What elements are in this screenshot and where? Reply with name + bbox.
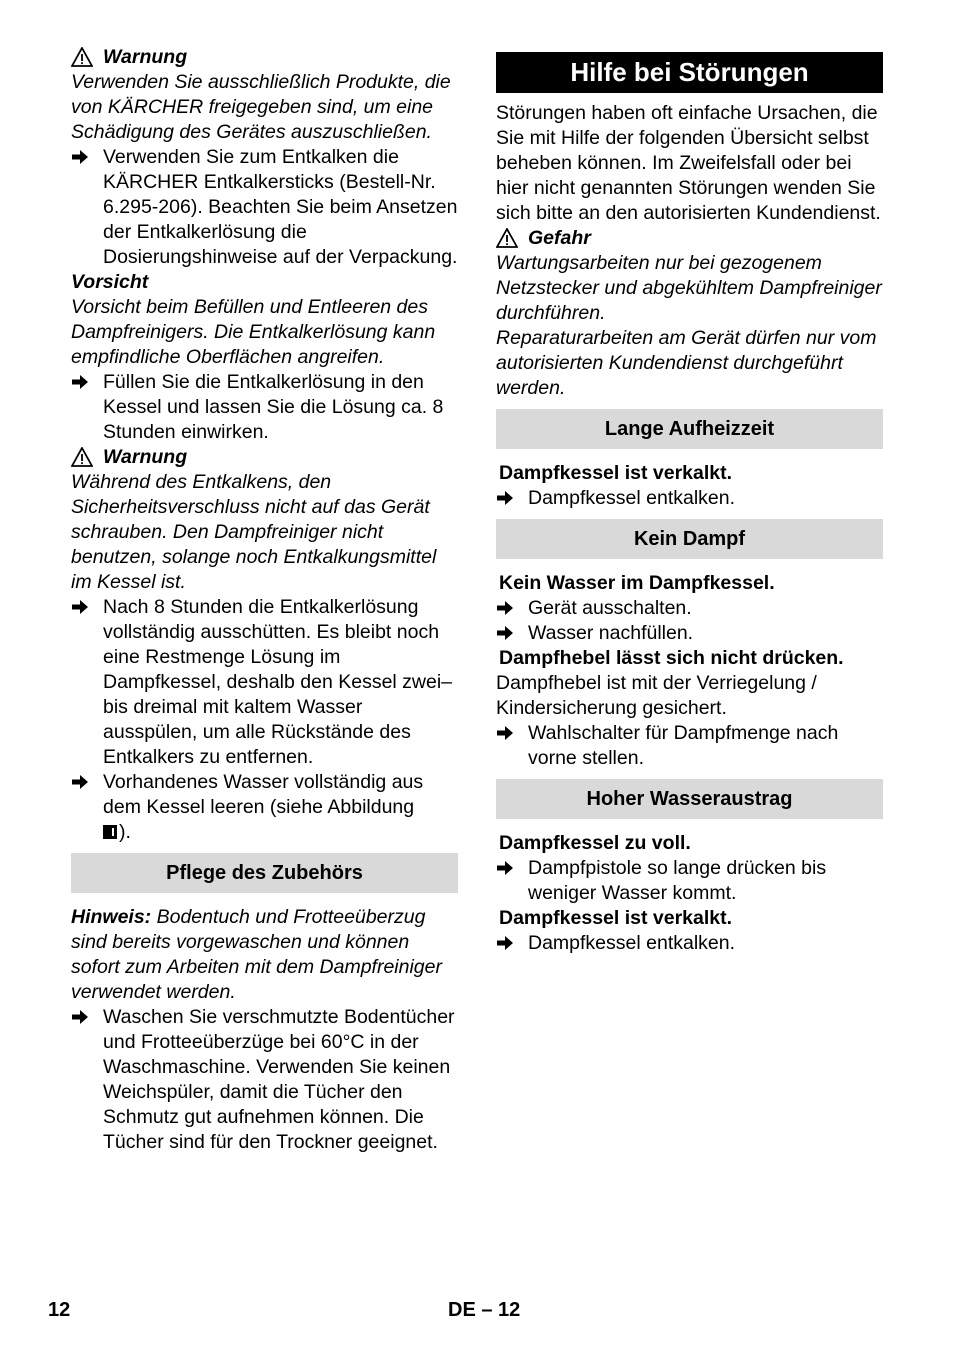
list-item [496, 931, 883, 956]
warning-title: Warnung [103, 446, 188, 468]
warning-text: Während des Entkalkens, den Sicherheitsverschluss nicht auf das Gerät schrauben. Den Dampfreiniger nicht benutzen, solange noch Entkalkungsmittel im Kessel ist. [71, 471, 437, 593]
cause-heading: Dampfkessel ist verkalkt. [499, 462, 733, 484]
list-item-text: Dampfkessel entkalken. [528, 487, 736, 509]
section-heading: Pflege des Zubehörs [71, 853, 458, 893]
list-item-text [103, 770, 458, 845]
danger-heading [496, 226, 883, 251]
section-heading: Kein Dampf [496, 519, 883, 559]
warning-triangle-icon [496, 228, 520, 250]
caution-title: Vorsicht [71, 271, 149, 293]
list-item-text: Dampfkessel entkalken. [528, 932, 736, 954]
page-label: DE – 12 [448, 1299, 521, 1321]
right-column [496, 45, 883, 956]
list-item-text: Waschen Sie verschmutzte Bodentücher und Frotteeüberzüge bei 60°C in der Waschmaschine. Verwenden Sie keinen Weichspüler, damit die Tücher den Schmutz gut aufnehmen können. Die Tücher sind für den Trockner geeignet. [103, 1006, 455, 1153]
list-item-text: Verwenden Sie zum Entkalken die KÄRCHER Entkalkersticks (Bestell-Nr. 6.295-206). Beachten Sie beim Ansetzen der Entkalkerlösung die Dosierungshinweise auf der Verpackung. [103, 146, 458, 268]
arrow-right-icon [496, 621, 528, 646]
arrow-right-icon [71, 145, 103, 270]
note-paragraph [71, 905, 458, 1005]
list-item [496, 486, 883, 511]
list-item [496, 621, 883, 646]
list-item-text-part: ). [119, 821, 131, 843]
list-item-text: Füllen Sie die Entkalkerlösung in den Kessel und lassen Sie die Lösung ca. 8 Stunden einwirken. [103, 371, 444, 443]
arrow-right-icon [496, 856, 528, 906]
cause-heading: Dampfkessel ist verkalkt. [499, 907, 733, 929]
list-item [496, 721, 883, 771]
note-text: Bodentuch und Frotteeüberzug sind bereits vorgewaschen und können sofort zum Arbeiten mit dem Dampfreiniger verwendet werden. [71, 906, 442, 1003]
list-item-text: Wahlschalter für Dampfmenge nach vorne stellen. [528, 722, 839, 769]
arrow-right-icon [71, 370, 103, 445]
list-item [71, 770, 458, 845]
danger-text: Wartungsarbeiten nur bei gezogenem Netzstecker und abgekühltem Dampfreiniger durchführen. [496, 252, 882, 324]
list-item-text-part: Vorhandenes Wasser vollständig aus dem Kessel leeren (siehe Abbildung [103, 771, 424, 818]
list-item-text: Nach 8 Stunden die Entkalkerlösung vollständig ausschütten. Es bleibt noch eine Restmenge Lösung im Dampfkessel, deshalb den Kessel zwei– bis dreimal mit kaltem Wasser ausspülen, um alle Rückstände des Entkalkers zu entfernen. [103, 596, 453, 768]
cause-heading: Dampfkessel zu voll. [499, 832, 691, 854]
list-item-text: Wasser nachfüllen. [528, 622, 694, 644]
list-item [71, 370, 458, 445]
list-item [71, 595, 458, 770]
left-column [71, 45, 458, 1155]
arrow-right-icon [71, 770, 103, 845]
arrow-right-icon [496, 596, 528, 621]
warning-triangle-icon [71, 47, 95, 69]
arrow-right-icon [496, 486, 528, 511]
list-item [71, 1005, 458, 1155]
warning-heading [71, 445, 458, 470]
cause-heading: Dampfhebel lässt sich nicht drücken. [499, 647, 844, 669]
warning-title: Warnung [103, 46, 188, 68]
cause-heading: Kein Wasser im Dampfkessel. [499, 572, 775, 594]
note-label: Hinweis: [71, 906, 152, 928]
warning-triangle-icon [71, 447, 95, 469]
main-heading: Hilfe bei Störungen [496, 52, 883, 93]
arrow-right-icon [496, 721, 528, 771]
figure-i-icon [103, 825, 117, 839]
section-heading: Lange Aufheizzeit [496, 409, 883, 449]
section-heading: Hoher Wasseraustrag [496, 779, 883, 819]
warning-text: Verwenden Sie ausschließlich Produkte, die von KÄRCHER freigegeben sind, um eine Schädigung des Gerätes auszuschließen. [71, 71, 451, 143]
arrow-right-icon [71, 595, 103, 770]
caution-text: Vorsicht beim Befüllen und Entleeren des Dampfreinigers. Die Entkalkerlösung kann empfindliche Oberflächen angreifen. [71, 296, 436, 368]
warning-heading [71, 45, 458, 70]
danger-title: Gefahr [528, 227, 591, 249]
list-item [496, 596, 883, 621]
list-item-text: Gerät ausschalten. [528, 597, 692, 619]
list-item [496, 856, 883, 906]
list-item [71, 145, 458, 270]
list-item-text: Dampfpistole so lange drücken bis weniger Wasser kommt. [528, 857, 827, 904]
cause-text: Dampfhebel ist mit der Verriegelung / Kindersicherung gesichert. [496, 672, 817, 719]
arrow-right-icon [71, 1005, 103, 1155]
danger-text: Reparaturarbeiten am Gerät dürfen nur vom autorisierten Kundendienst durchgeführt werden. [496, 327, 877, 399]
intro-text: Störungen haben oft einfache Ursachen, die Sie mit Hilfe der folgenden Übersicht selbst beheben können. Im Zweifelsfall oder bei hier nicht genannten Störungen wenden Sie sich bitte an den autorisierten Kundendienst. [496, 102, 881, 224]
page-number: 12 [48, 1299, 71, 1321]
arrow-right-icon [496, 931, 528, 956]
